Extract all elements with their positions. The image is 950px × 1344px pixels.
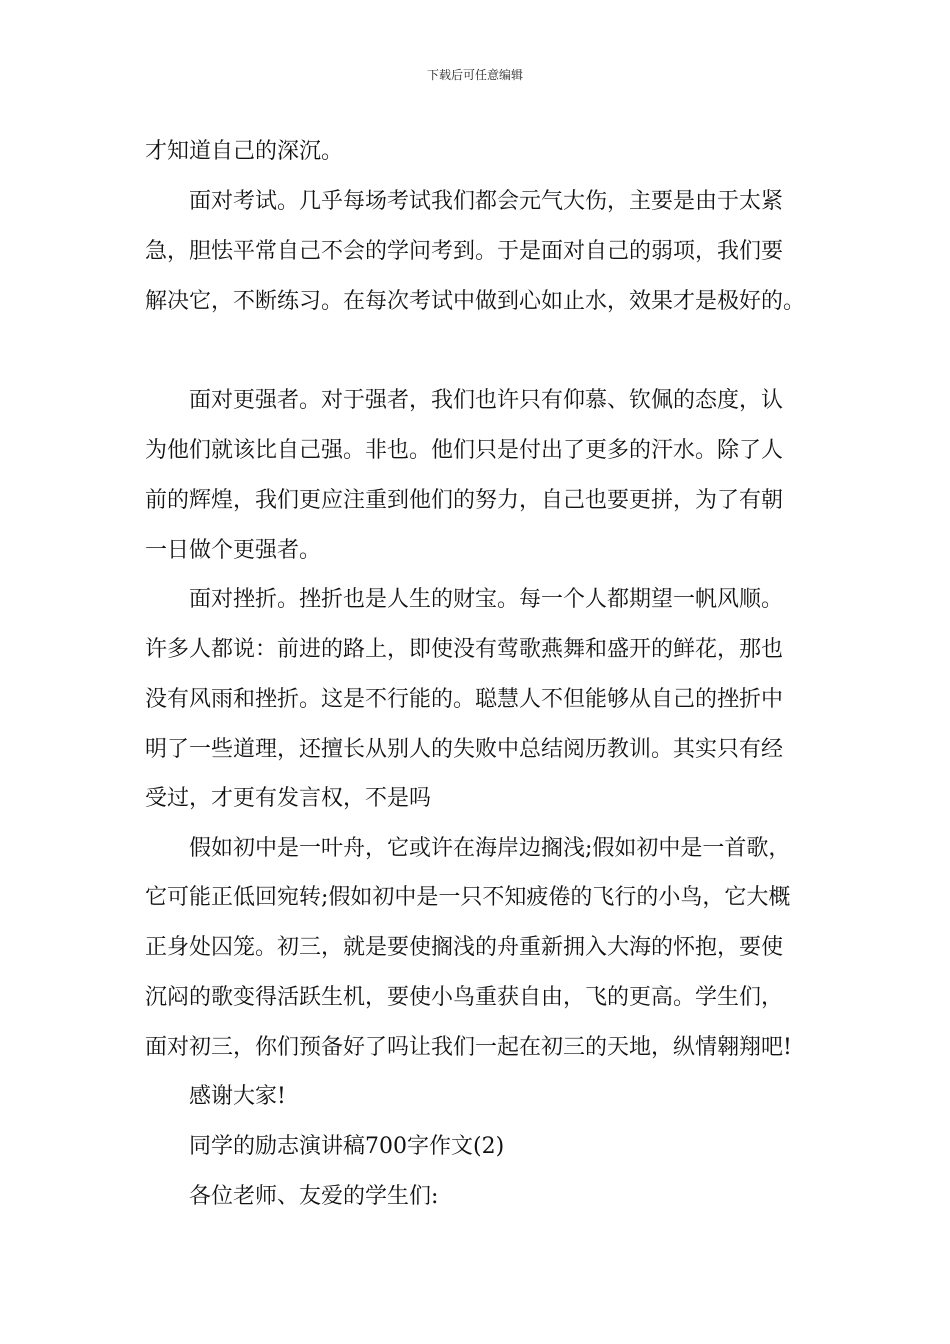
text-line: 明了一些道理，还擅长从别人的失败中总结阅历教训。其实只有经 — [145, 737, 784, 762]
text-line: 假如初中是一叶舟，它或许在海岸边搁浅;假如初中是一首歌， — [189, 836, 791, 861]
text-line: 受过，才更有发言权，不是吗 — [145, 786, 432, 811]
text-line: 解决它，不断练习。在每次考试中做到心如止水，效果才是极好的。 — [145, 289, 806, 314]
text-line: 面对考试。几乎每场考试我们都会元气大伤，主要是由于太紧 — [189, 189, 784, 214]
text-line: 为他们就该比自己强。非也。他们只是付出了更多的汗水。除了人 — [145, 438, 784, 463]
text-line: 面对挫折。挫折也是人生的财宝。每一个人都期望一帆风顺。 — [189, 587, 784, 612]
text-line: 感谢大家! — [189, 1084, 286, 1109]
section-title: 同学的励志演讲稿700字作文(2) — [189, 1134, 505, 1159]
text-line: 面对更强者。对于强者，我们也许只有仰慕、钦佩的态度，认 — [189, 388, 784, 413]
text-line: 没有风雨和挫折。这是不行能的。聪慧人不但能够从自己的挫折中 — [145, 687, 784, 712]
page-header: 下载后可任意编辑 — [426, 68, 523, 82]
text-line: 前的辉煌，我们更应注重到他们的努力，自己也要更拼，为了有朝 — [145, 488, 784, 513]
text-line: 沉闷的歌变得活跃生机，要使小鸟重获自由，飞的更高。学生们， — [145, 985, 784, 1010]
text-line: 正身处囚笼。初三，就是要使搁浅的舟重新拥入大海的怀抱，要使 — [145, 935, 784, 960]
text-line: 急，胆怯平常自己不会的学问考到。于是面对自己的弱项，我们要 — [145, 239, 784, 264]
text-line: 各位老师、友爱的学生们: — [189, 1184, 439, 1209]
text-line: 它可能正低回宛转;假如初中是一只不知疲倦的飞行的小鸟，它大概 — [145, 885, 791, 910]
text-line: 面对初三，你们预备好了吗让我们一起在初三的天地，纵情翱翔吧! — [145, 1035, 792, 1060]
text-line: 才知道自己的深沉。 — [145, 139, 344, 164]
text-line: 许多人都说：前进的路上，即使没有莺歌燕舞和盛开的鲜花，那也 — [145, 637, 784, 662]
text-line: 一日做个更强者。 — [145, 538, 322, 563]
